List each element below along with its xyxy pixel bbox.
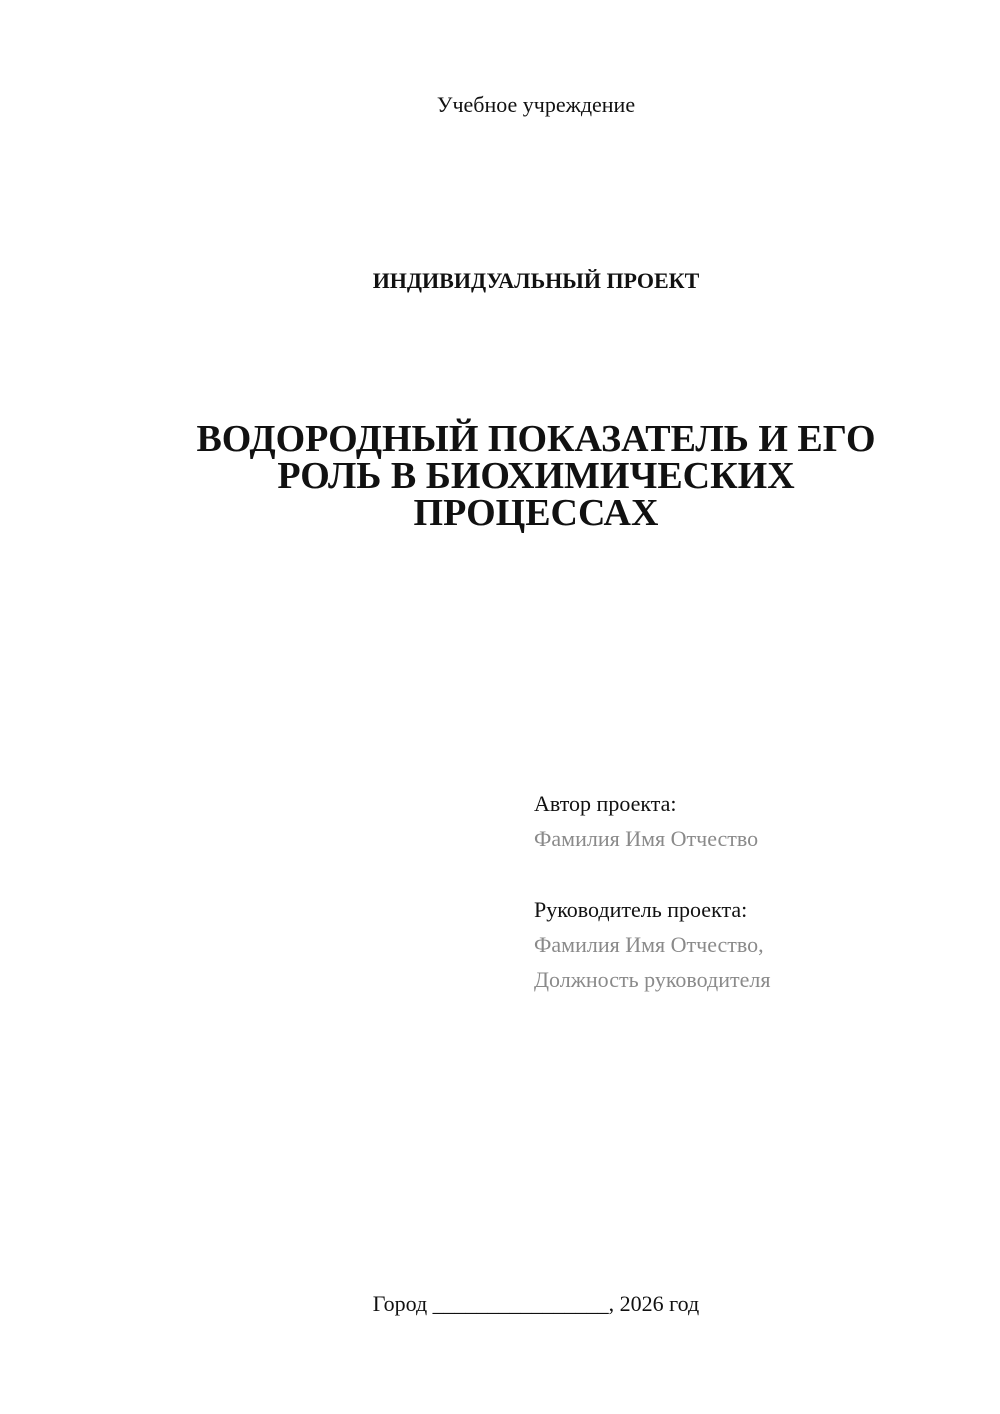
supervisor-position: Должность руководителя: [534, 967, 771, 992]
title-line-1: ВОДОРОДНЫЙ ПОКАЗАТЕЛЬ И ЕГО: [196, 418, 876, 460]
city-blank: ________________: [432, 1291, 609, 1316]
credits-block: [534, 786, 974, 997]
supervisor-label: Руководитель проекта:: [534, 897, 748, 922]
credits-spacer: [534, 856, 974, 892]
city-label: Город: [372, 1291, 428, 1316]
title-line-3: ПРОЦЕССАХ: [413, 492, 659, 534]
year-text: , 2026 год: [608, 1291, 700, 1316]
supervisor-name: Фамилия Имя Отчество,: [534, 932, 764, 957]
title-line-2: РОЛЬ В БИОХИМИЧЕСКИХ: [277, 455, 795, 497]
author-label: Автор проекта:: [534, 791, 677, 816]
document-title: [0, 418, 1000, 534]
city-year-line: [0, 1290, 1000, 1318]
author-name: Фамилия Имя Отчество: [534, 826, 759, 851]
institution-name: Учебное учреждение: [436, 92, 636, 117]
document-type: ИНДИВИДУАЛЬНЫЙ ПРОЕКТ: [372, 268, 700, 293]
